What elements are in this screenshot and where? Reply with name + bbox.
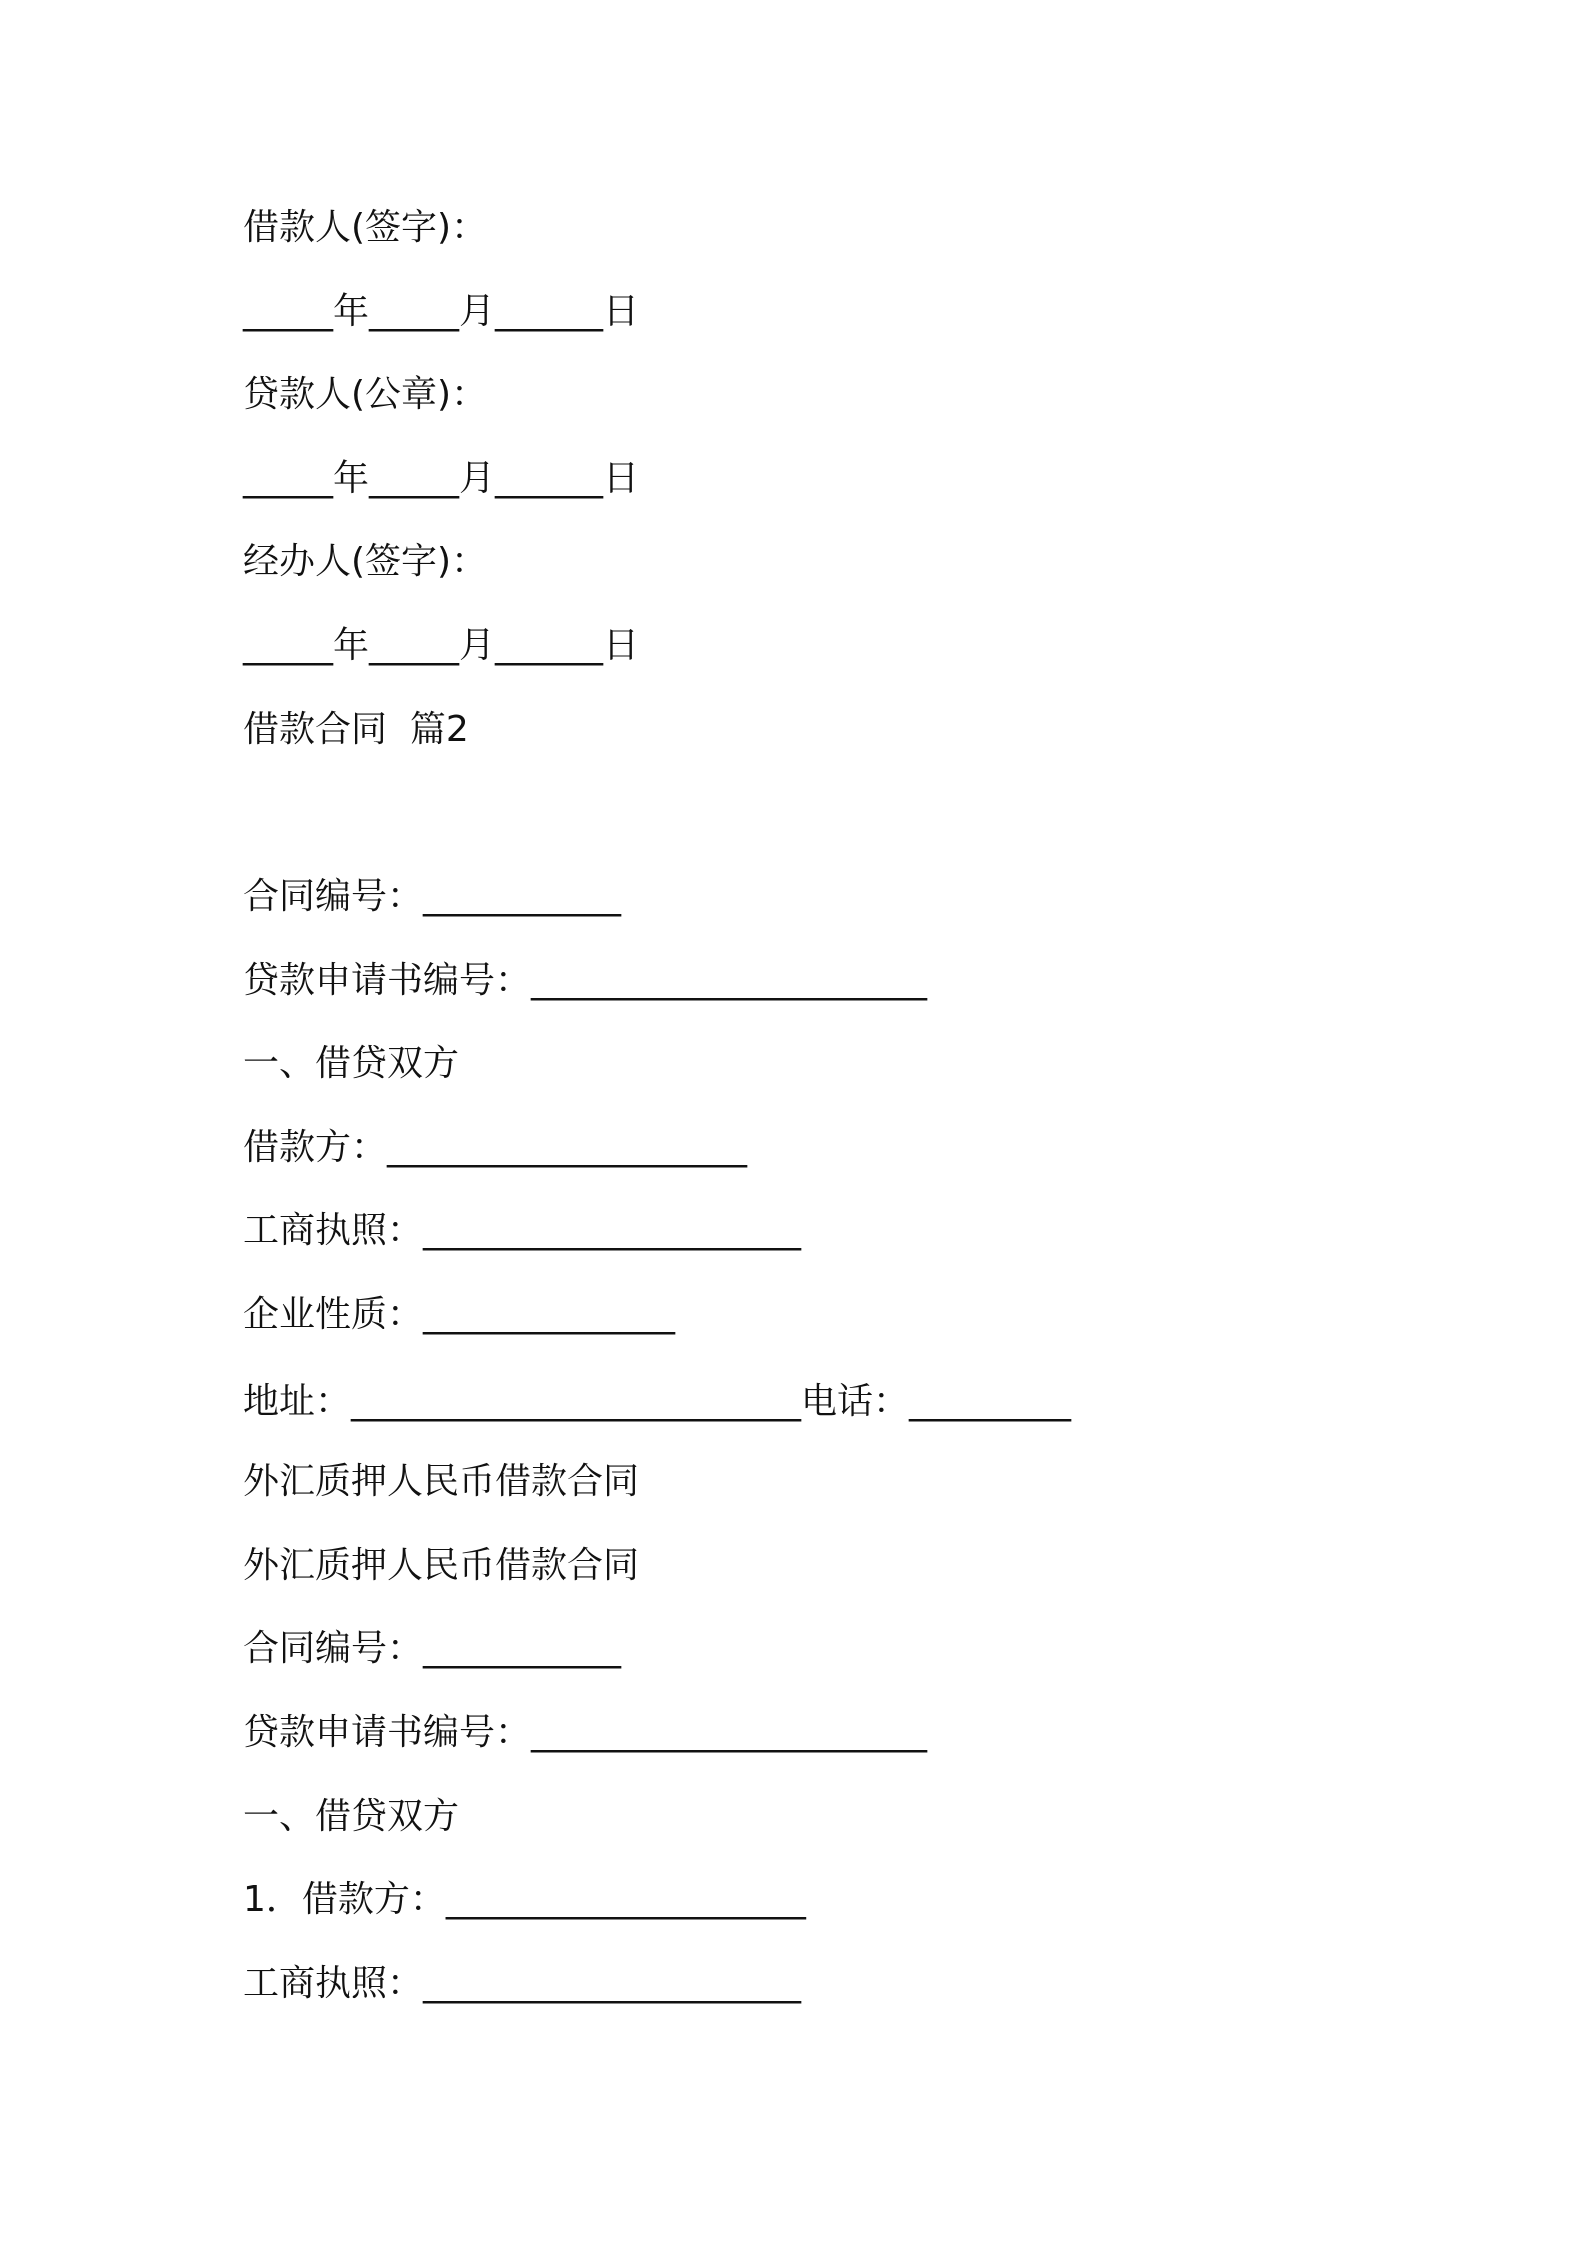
section-title: 借款合同 篇2 [243,709,469,750]
business-license-line: 工商执照：_____________________ [243,1963,802,2004]
parties-heading: 一、借贷双方 [243,1796,460,1837]
enterprise-nature-line: 企业性质：______________ [243,1294,676,1335]
address-phone-line: 地址：_________________________电话：_________ [243,1381,1072,1422]
contract-number-line: 合同编号：___________ [243,876,622,917]
loan-application-number-line: 贷款申请书编号：______________________ [243,960,928,1001]
business-license-line: 工商执照：_____________________ [243,1210,802,1251]
date-line: _____年_____月______日 [243,625,639,666]
loan-application-number-line: 贷款申请书编号：______________________ [243,1712,928,1753]
borrower-line: 借款方：____________________ [243,1127,748,1168]
lender-seal-line: 贷款人(公章)： [243,374,488,415]
handler-signature-line: 经办人(签字)： [243,541,488,582]
borrower-signature-line: 借款人(签字)： [243,207,488,248]
date-line: _____年_____月______日 [243,458,639,499]
contract-title: 外汇质押人民币借款合同 [243,1461,640,1502]
borrower-line: 1．借款方：____________________ [243,1879,806,1920]
date-line: _____年_____月______日 [243,291,639,332]
contract-number-line: 合同编号：___________ [243,1628,622,1669]
parties-heading: 一、借贷双方 [243,1043,460,1084]
contract-title: 外汇质押人民币借款合同 [243,1545,640,1586]
